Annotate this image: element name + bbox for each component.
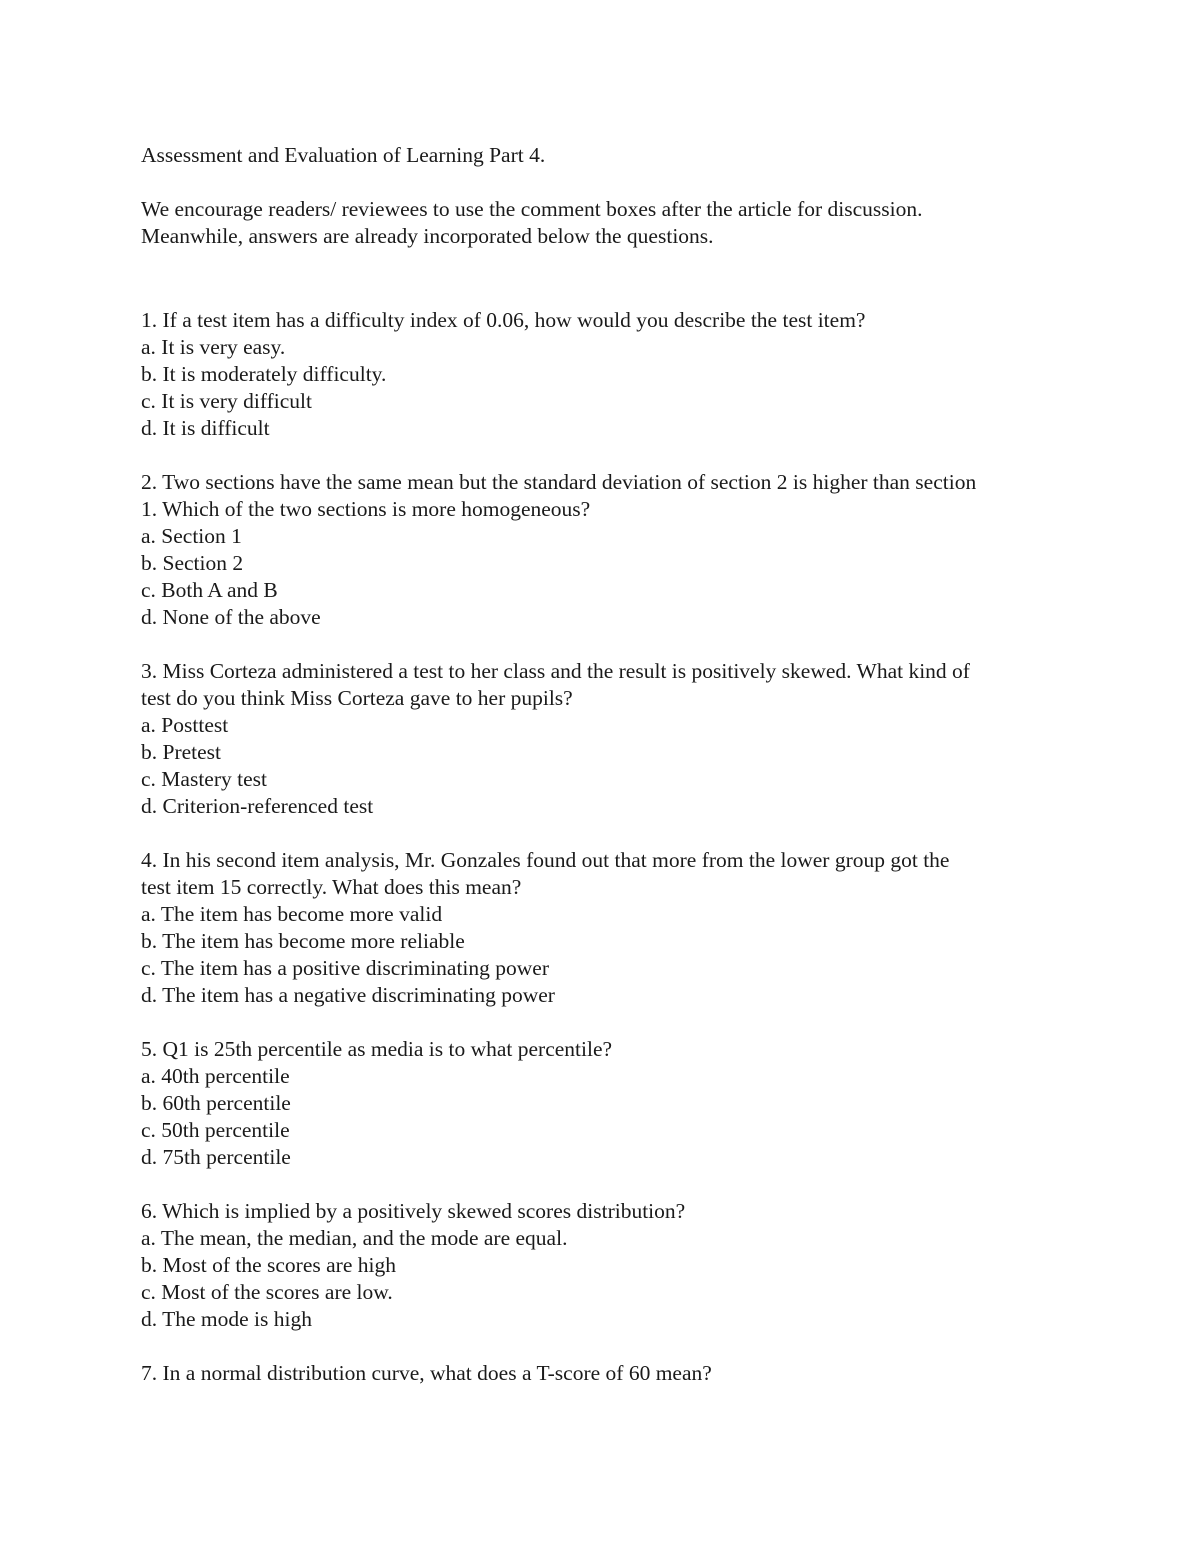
question-stem: test item 15 correctly. What does this mean? <box>141 875 522 899</box>
answer-option: b. The item has become more reliable <box>141 929 465 953</box>
question-stem: 3. Miss Corteza administered a test to her class and the result is positively skewed. What kind of <box>141 659 970 683</box>
intro-line: We encourage readers/ reviewees to use the comment boxes after the article for discussion. <box>141 197 923 221</box>
answer-option: a. 40th percentile <box>141 1064 290 1088</box>
spacer <box>141 631 1081 658</box>
answer-option: a. Section 1 <box>141 524 242 548</box>
answer-option: d. None of the above <box>141 605 321 629</box>
spacer <box>141 1333 1081 1360</box>
spacer <box>141 1171 1081 1198</box>
question-stem: 2. Two sections have the same mean but the standard deviation of section 2 is higher than section <box>141 470 977 494</box>
question-stem: 4. In his second item analysis, Mr. Gonzales found out that more from the lower group got the <box>141 848 950 872</box>
answer-option: c. Most of the scores are low. <box>141 1280 393 1304</box>
answer-option: b. 60th percentile <box>141 1091 291 1115</box>
spacer <box>141 1009 1081 1036</box>
question-stem: test do you think Miss Corteza gave to her pupils? <box>141 686 573 710</box>
document-page <box>141 142 1081 1387</box>
spacer <box>141 442 1081 469</box>
answer-option: b. Pretest <box>141 740 222 764</box>
question-block <box>141 307 1081 442</box>
intro-line: Meanwhile, answers are already incorporated below the questions. <box>141 224 714 248</box>
answer-option: d. The item has a negative discriminating power <box>141 983 555 1007</box>
question-stem: 1. Which of the two sections is more homogeneous? <box>141 497 591 521</box>
question-block <box>141 1360 1081 1387</box>
answer-option: a. Posttest <box>141 713 229 737</box>
question-list <box>141 307 1081 1387</box>
spacer <box>141 820 1081 847</box>
question-block <box>141 658 1081 820</box>
question-block <box>141 469 1081 631</box>
spacer <box>141 250 1081 304</box>
question-block <box>141 1036 1081 1171</box>
answer-option: b. Most of the scores are high <box>141 1253 396 1277</box>
answer-option: a. The mean, the median, and the mode are equal. <box>141 1226 568 1250</box>
spacer <box>141 169 1081 196</box>
answer-option: b. It is moderately difficulty. <box>141 362 387 386</box>
document-title: Assessment and Evaluation of Learning Part 4. <box>141 143 546 167</box>
answer-option: a. It is very easy. <box>141 335 286 359</box>
answer-option: d. 75th percentile <box>141 1145 291 1169</box>
question-block <box>141 1198 1081 1333</box>
answer-option: c. Both A and B <box>141 578 278 602</box>
question-stem: 5. Q1 is 25th percentile as media is to what percentile? <box>141 1037 613 1061</box>
question-stem: 7. In a normal distribution curve, what does a T-score of 60 mean? <box>141 1361 712 1385</box>
answer-option: d. It is difficult <box>141 416 270 440</box>
answer-option: c. 50th percentile <box>141 1118 290 1142</box>
answer-option: c. The item has a positive discriminating power <box>141 956 550 980</box>
question-stem: 1. If a test item has a difficulty index of 0.06, how would you describe the test item? <box>141 308 866 332</box>
question-stem: 6. Which is implied by a positively skewed scores distribution? <box>141 1199 686 1223</box>
answer-option: a. The item has become more valid <box>141 902 443 926</box>
answer-option: d. Criterion-referenced test <box>141 794 374 818</box>
answer-option: d. The mode is high <box>141 1307 312 1331</box>
answer-option: c. It is very difficult <box>141 389 312 413</box>
answer-option: c. Mastery test <box>141 767 267 791</box>
question-block <box>141 847 1081 1009</box>
answer-option: b. Section 2 <box>141 551 244 575</box>
